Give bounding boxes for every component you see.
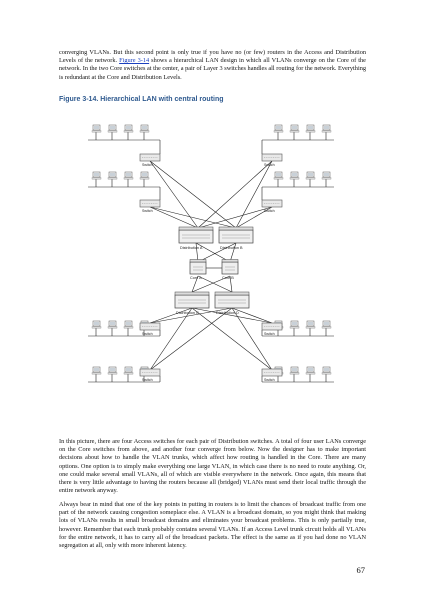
distribution-a-label: Distribution A	[180, 246, 203, 250]
network-links	[88, 132, 334, 382]
core-switches	[190, 260, 238, 275]
paragraph-intro	[59, 49, 366, 82]
switch-label: Switch	[142, 209, 153, 213]
switch-label: Switch	[264, 163, 275, 167]
switch-label: Switch	[142, 378, 153, 382]
figure-link[interactable]: Figure 3-14	[119, 57, 150, 65]
switch-label: Switch	[264, 332, 275, 336]
core-b-label: Core B	[222, 276, 234, 280]
access-switches	[140, 154, 282, 376]
paragraph-intro-text-start: converging VLANs. But this second point is only true if you have no (or few) routers in the Access and Distribution Levels of the network.	[59, 49, 366, 65]
network-diagram	[80, 110, 342, 420]
page-number: 67	[356, 565, 365, 575]
switch-label: Switch	[142, 163, 153, 167]
workstation-icons	[92, 125, 331, 374]
paragraph-description: In this picture, there are four Access switches for each pair of Distribution switches. A total of four user LANs converge on the Core switches from above, and another four converge from below. Now the designer has to make important decisions about how to handle the VLAN trunks, which affect how routing is handled in the Core. There are many options. One option is to simply make everything one large VLAN, in which case there is no need to route anything. Or, one could make several small VLANs, all of which are visible everywhere in the network. Once again, this means that there is very little advantage to having the routers because all (bridged) VLANs must send their local traffic through the entire network anyway.	[59, 438, 366, 495]
core-a-label: Core A	[190, 276, 202, 280]
switch-label: Switch	[142, 332, 153, 336]
figure-title: Figure 3-14. Hierarchical LAN with central routing	[59, 96, 224, 103]
distribution-switches	[175, 227, 253, 308]
distribution-c-label: Distribution C	[176, 311, 199, 315]
switch-label: Switch	[264, 378, 275, 382]
paragraph-broadcast: Always bear in mind that one of the key points in putting in routers is to limit the chances of broadcast traffic from one part of the network causing congestion someplace else. A VLAN is a broadcast domain, so you might think that making lots of VLANs results in small broadcast domains and eliminates your broadcast problems. This is only partially true, however. Remember that each trunk probably contains several VLANs. If an Access Level trunk circuit holds all VLANs for the entire network, it has to carry all of the broadcast packets. The effect is the same as if you had done no VLAN segregation at all, only with more inherent latency.	[59, 501, 366, 550]
distribution-b-label: Distribution B	[220, 246, 243, 250]
distribution-d-label: Distribution D	[216, 311, 239, 315]
paragraph-intro-text-end: shows a hierarchical LAN design in which all VLANs converge on the Core of the network. In the two Core switches at the center, a pair of Layer 3 switches handles all routing for the network. Everything is redundant at the Core and Distribution Levels.	[59, 57, 366, 81]
switch-label: Switch	[264, 209, 275, 213]
